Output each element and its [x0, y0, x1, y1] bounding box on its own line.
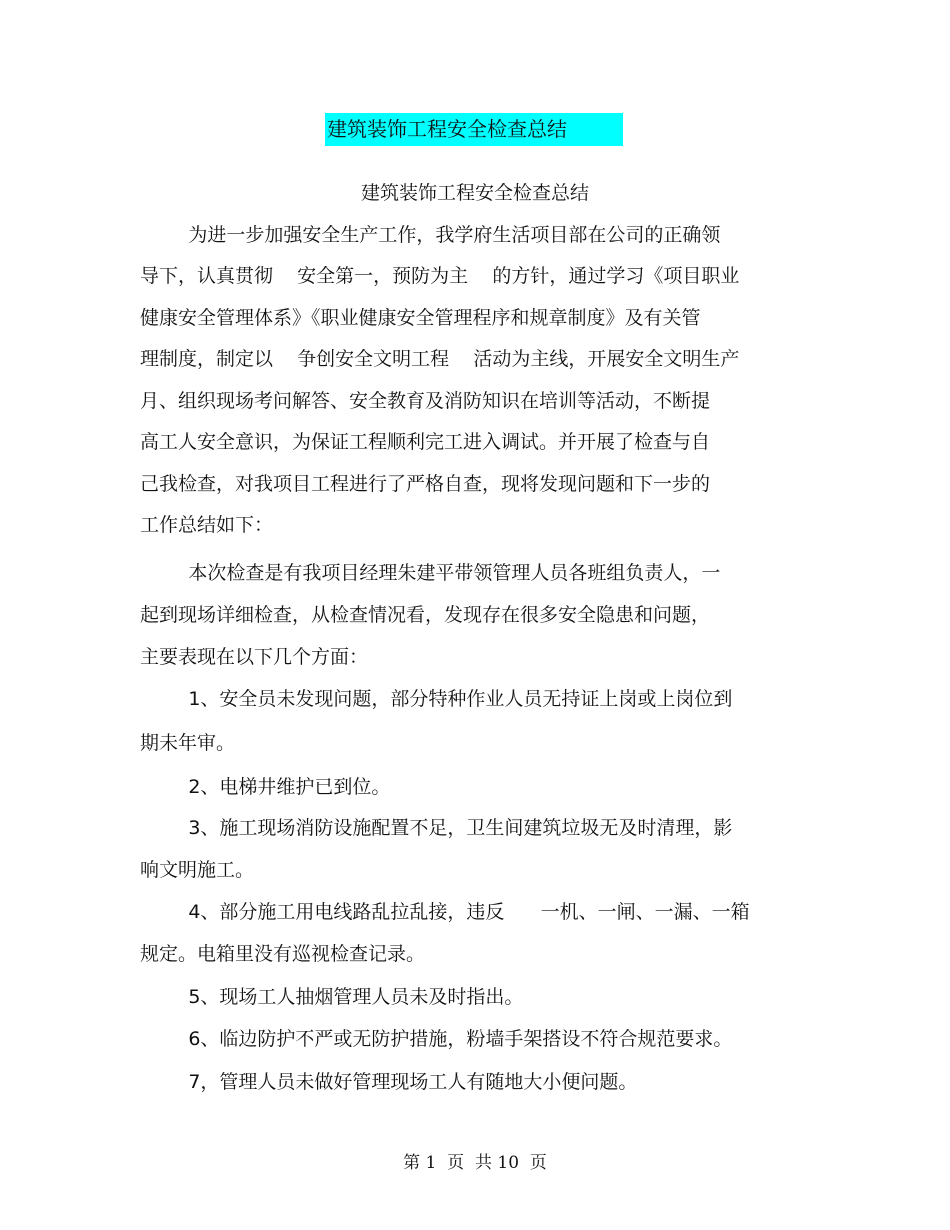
paragraph-line: 工作总结如下： [140, 514, 274, 536]
list-item-line: 6、临边防护不严或无防护措施，粉墙手架搭设不符合规范要求。 [140, 1028, 733, 1050]
paragraph-line: 为进一步加强安全生产工作，我学府生活项目部在公司的正确领 [140, 224, 721, 246]
paragraph-line: 健康安全管理体系》《职业健康安全管理程序和规章制度》及有关管 [140, 307, 701, 329]
paragraph-line: 理制度，制定以 争创安全文明工程 活动为主线，开展安全文明生产 [140, 348, 740, 370]
list-item-line: 5、现场工人抽烟管理人员未及时指出。 [140, 986, 524, 1008]
list-item-line: 4、部分施工用电线路乱拉乱接，违反 一机、一闸、一漏、一箱 [140, 901, 750, 923]
document-title: 建筑装饰工程安全检查总结 [325, 113, 623, 146]
paragraph-line: 己我检查，对我项目工程进行了严格自查，现将发现问题和下一步的 [140, 473, 711, 495]
paragraph-line: 月、组织现场考问解答、安全教育及消防知识在培训等活动，不断提 [140, 390, 711, 412]
list-item-line: 2、电梯井维护已到位。 [140, 776, 391, 798]
page-number-footer: 第 1 页 共 10 页 [403, 1153, 547, 1173]
paragraph-line: 导下，认真贯彻 安全第一，预防为主 的方针，通过学习《项目职业 [140, 265, 740, 287]
paragraph-line: 起到现场详细检查，从检查情况看，发现存在很多安全隐患和问题， [140, 604, 711, 626]
list-item-line: 7，管理人员未做好管理现场工人有随地大小便问题。 [140, 1071, 638, 1093]
list-item-line: 1、安全员未发现问题，部分特种作业人员无持证上岗或上岗位到 [140, 688, 733, 710]
list-item-line: 期未年审。 [140, 732, 236, 754]
paragraph-line: 高工人安全意识，为保证工程顺利完工进入调试。并开展了检查与自 [140, 431, 711, 453]
paragraph-line: 本次检查是有我项目经理朱建平带领管理人员各班组负责人，一 [140, 562, 721, 584]
paragraph-line: 主要表现在以下几个方面： [140, 646, 369, 668]
list-item-line: 响文明施工。 [140, 859, 255, 881]
list-item-line: 规定。电箱里没有巡视检查记录。 [140, 943, 426, 965]
document-subtitle: 建筑装饰工程安全检查总结 [360, 182, 589, 204]
list-item-line: 3、施工现场消防设施配置不足，卫生间建筑垃圾无及时清理，影 [140, 817, 733, 839]
